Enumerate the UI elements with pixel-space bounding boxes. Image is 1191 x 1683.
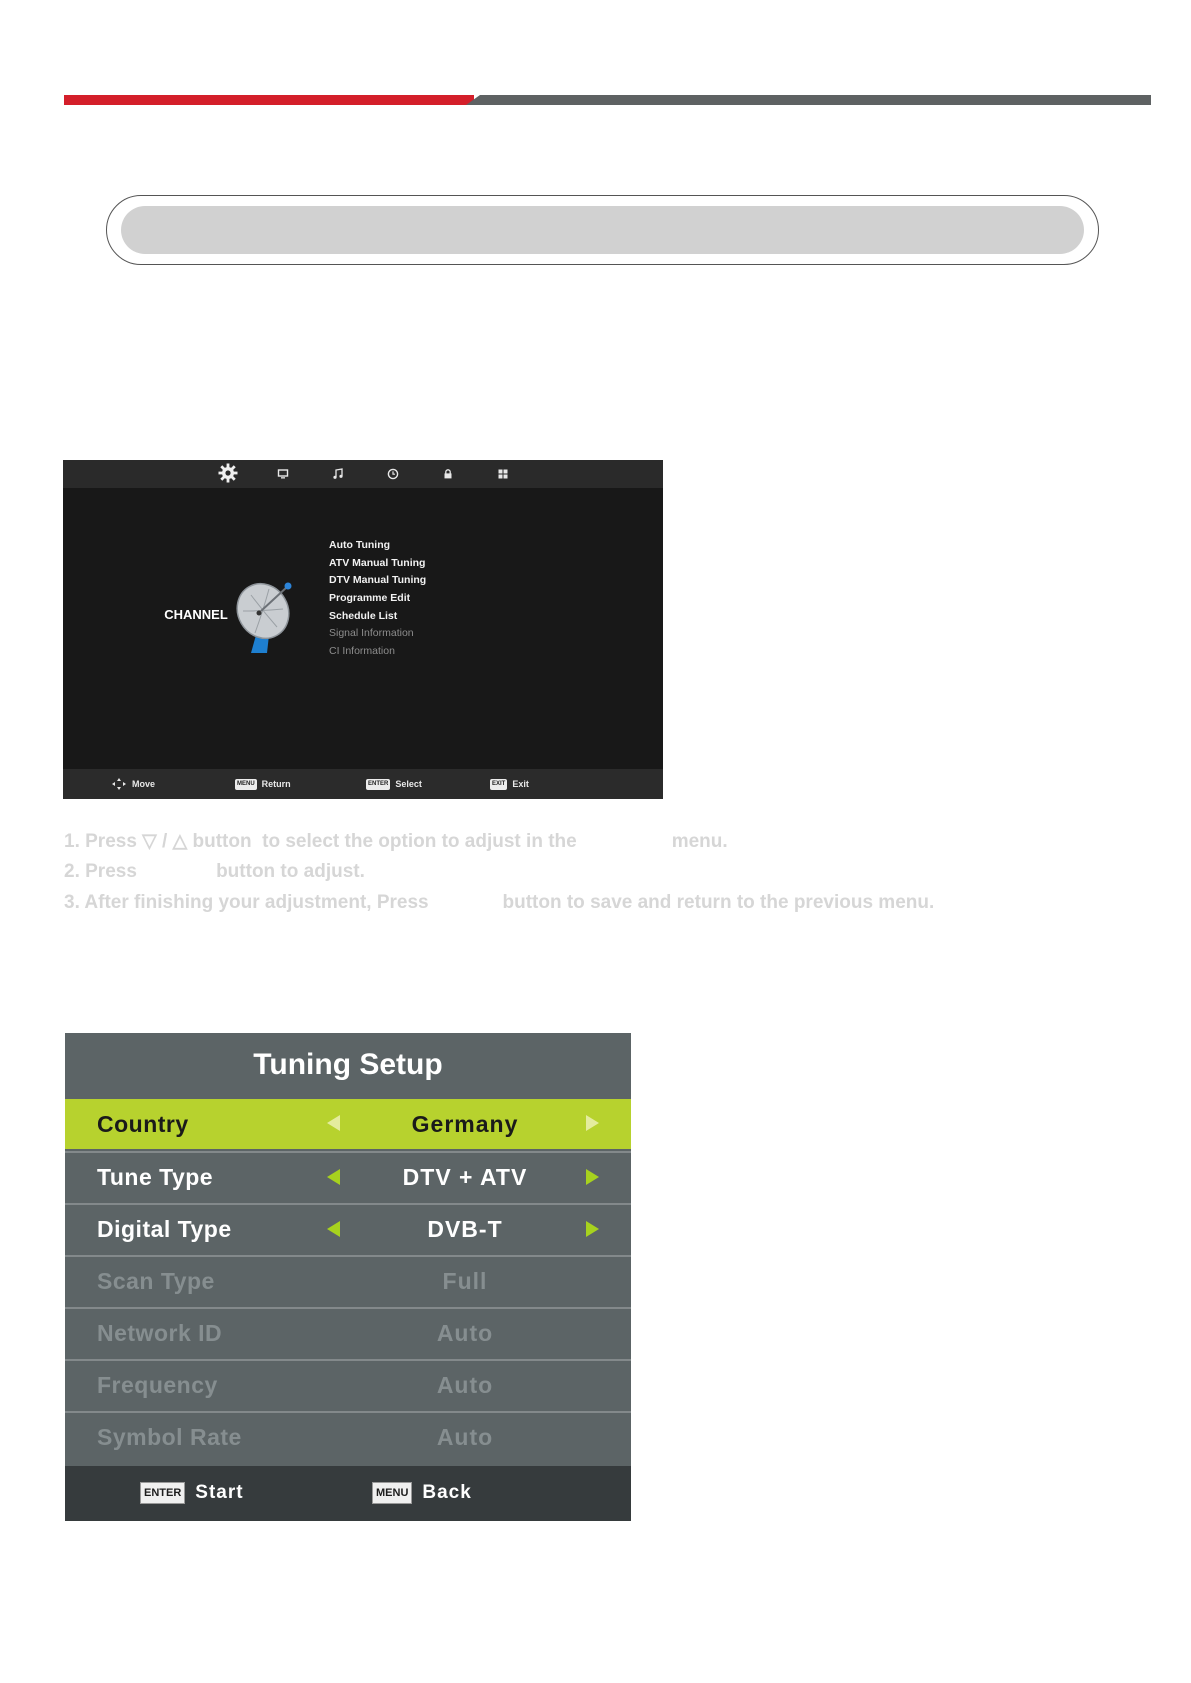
footer-back-label: Back [422, 1482, 472, 1503]
menu-key-icon: MENU [235, 779, 257, 790]
menu-item-schedule-list[interactable]: Schedule List [329, 609, 398, 622]
row-value: DVB-T [427, 1215, 503, 1242]
menu-tab-bar [63, 460, 663, 488]
footer-select[interactable] [366, 777, 422, 791]
row-scan-type [65, 1255, 631, 1305]
arrow-right-icon[interactable] [586, 1115, 599, 1131]
header-bar-red [64, 95, 474, 105]
satellite-dish-icon [233, 575, 303, 660]
tuning-setup-title: Tuning Setup [253, 1048, 443, 1081]
tuning-setup-screenshot [65, 1033, 631, 1521]
footer-start[interactable] [140, 1481, 244, 1505]
clock-icon[interactable] [383, 465, 403, 483]
footer-exit[interactable] [490, 777, 529, 791]
row-label: Scan Type [97, 1267, 215, 1294]
row-value: Auto [436, 1423, 494, 1450]
arrow-right-icon[interactable] [586, 1169, 599, 1185]
arrow-left-icon[interactable] [327, 1221, 340, 1237]
row-label: Country [97, 1110, 189, 1137]
menu-item-ci-information: CI Information [329, 645, 395, 658]
section-title-pill [106, 195, 1099, 265]
footer-move [111, 777, 155, 791]
menu-item-auto-tuning[interactable]: Auto Tuning [329, 539, 391, 551]
row-symbol-rate [65, 1411, 631, 1461]
row-label: Tune Type [97, 1163, 214, 1190]
instruction-step-3: 3. After finishing your adjustment, Press button to save and return to the previous menu. [64, 892, 935, 913]
music-note-icon[interactable] [328, 465, 348, 483]
grid-icon[interactable] [493, 465, 513, 483]
lock-icon[interactable] [438, 465, 458, 483]
menu-item-signal-information: Signal Information [329, 627, 414, 640]
enter-key-icon: ENTER [366, 779, 390, 790]
menu-item-dtv-manual-tuning[interactable]: DTV Manual Tuning [329, 574, 427, 587]
row-value: Germany [411, 1110, 519, 1137]
footer-move-label: Move [132, 779, 156, 789]
section-label-channel: CHANNEL [164, 607, 228, 622]
header-bar-grey [466, 95, 1151, 105]
menu-item-atv-manual-tuning[interactable]: ATV Manual Tuning [329, 556, 426, 569]
channel-menu-screenshot [63, 460, 663, 799]
row-country[interactable] [65, 1099, 631, 1149]
row-label: Symbol Rate [97, 1423, 242, 1450]
row-frequency [65, 1359, 631, 1409]
instruction-step-1: 1. Press ▽ / △ button to select the option to adjust in the menu. [64, 831, 728, 852]
row-digital-type[interactable] [65, 1203, 631, 1253]
row-value: Auto [436, 1319, 494, 1346]
row-label: Frequency [97, 1371, 218, 1398]
row-value: DTV + ATV [402, 1163, 528, 1190]
monitor-icon[interactable] [273, 465, 293, 483]
row-tune-type[interactable] [65, 1151, 631, 1201]
exit-key-icon: EXIT [490, 779, 507, 790]
dpad-icon [111, 777, 127, 791]
arrow-left-icon[interactable] [327, 1115, 340, 1131]
footer-back[interactable] [372, 1481, 472, 1505]
footer-exit-label: Exit [512, 779, 529, 789]
row-value: Auto [436, 1371, 494, 1398]
gear-icon[interactable] [218, 464, 238, 482]
arrow-left-icon[interactable] [327, 1169, 340, 1185]
footer-return[interactable] [235, 777, 291, 791]
row-label: Digital Type [97, 1215, 232, 1242]
row-network-id [65, 1307, 631, 1357]
row-label: Network ID [97, 1319, 223, 1346]
arrow-right-icon[interactable] [586, 1221, 599, 1237]
row-value: Full [442, 1267, 488, 1294]
footer-select-label: Select [395, 779, 422, 789]
tuning-setup-footer [65, 1466, 631, 1521]
menu-key-icon: MENU [372, 1482, 412, 1504]
instruction-step-2: 2. Press button to adjust. [64, 861, 365, 882]
menu-footer [63, 769, 663, 799]
section-title-pill-fill [121, 206, 1084, 254]
enter-key-icon: ENTER [140, 1482, 185, 1504]
footer-return-label: Return [261, 779, 291, 789]
footer-start-label: Start [195, 1482, 244, 1503]
channel-menu-list [329, 537, 426, 661]
menu-item-programme-edit[interactable]: Programme Edit [329, 592, 411, 605]
